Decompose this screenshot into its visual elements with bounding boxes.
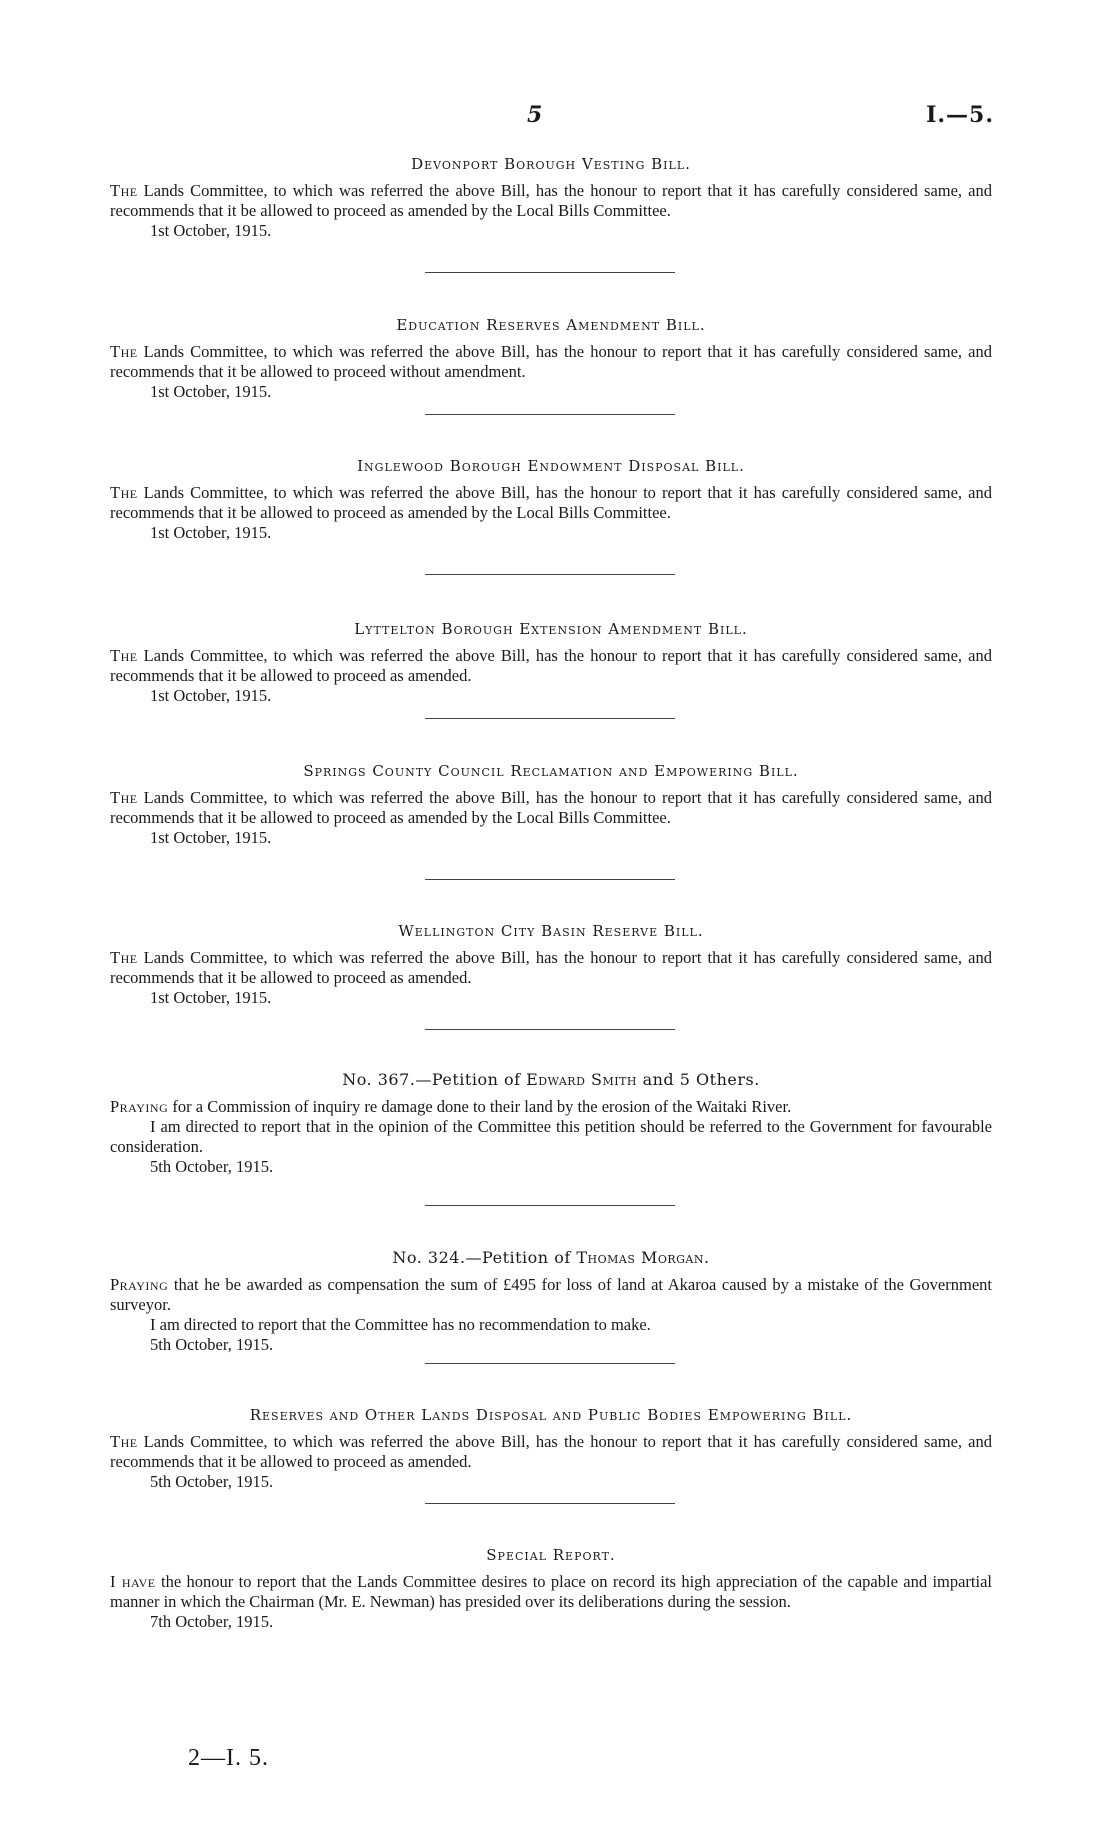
section-devonport <box>110 155 992 241</box>
section-heading: Reserves and Other Lands Disposal and Public Bodies Empowering Bill. <box>249 1406 853 1424</box>
body-text: Lands Committee, to which was referred the above Bill, has the honour to report that it has carefully considered same, and recommends that it be allowed to proceed as amended by the Local Bills Committee. <box>110 181 992 220</box>
divider <box>425 879 675 880</box>
petition-report: I am directed to report that the Committee has no recommendation to make. <box>150 1315 651 1334</box>
section-heading: Wellington City Basin Reserve Bill. <box>398 922 704 940</box>
section-date: 1st October, 1915. <box>150 988 272 1007</box>
section-body <box>110 646 992 686</box>
lead-word: Praying <box>110 1275 169 1294</box>
section-heading: Springs County Council Reclamation and Empowering Bill. <box>303 762 799 780</box>
section-date: 5th October, 1915. <box>150 1472 274 1491</box>
lead-word: The <box>110 342 138 361</box>
divider <box>425 414 675 415</box>
section-date: 1st October, 1915. <box>150 686 272 705</box>
lead-word: The <box>110 948 138 967</box>
divider <box>425 1029 675 1030</box>
petitioner-name: Thomas Morgan. <box>576 1248 710 1267</box>
section-date: 1st October, 1915. <box>150 828 272 847</box>
petition-prayer <box>110 1097 992 1117</box>
body-text: Lands Committee, to which was referred the above Bill, has the honour to report that it has carefully considered same, and recommends that it be allowed to proceed as amended. <box>110 646 992 685</box>
lead-word: The <box>110 646 138 665</box>
body-text: Lands Committee, to which was referred the above Bill, has the honour to report that it has carefully considered same, and recommends that it be allowed to proceed as amended. <box>110 948 992 987</box>
section-body <box>110 1432 992 1472</box>
petition-report: I am directed to report that in the opinion of the Committee this petition should be referred to the Government for favourable consideration. <box>110 1117 992 1156</box>
divider <box>425 718 675 719</box>
divider <box>425 1205 675 1206</box>
section-heading: Lyttelton Borough Extension Amendment Bill. <box>354 620 748 638</box>
petition-number: No. 367.—Petition of <box>342 1070 527 1089</box>
section-special-report <box>110 1546 992 1632</box>
lead-word: The <box>110 483 138 502</box>
body-text: that he be awarded as compensation the sum of £495 for loss of land at Akaroa caused by a mistake of the Government surveyor. <box>110 1275 992 1314</box>
petition-heading <box>110 1070 992 1089</box>
section-body <box>110 483 992 523</box>
section-heading: Devonport Borough Vesting Bill. <box>411 155 691 173</box>
lead-word: Praying <box>110 1097 169 1116</box>
page-number: 5 <box>527 102 543 128</box>
section-body <box>110 181 992 221</box>
section-heading: Special Report. <box>486 1546 616 1564</box>
section-heading: Education Reserves Amendment Bill. <box>396 316 706 334</box>
body-text: Lands Committee, to which was referred the above Bill, has the honour to report that it has carefully considered same, and recommends that it be allowed to proceed as amended. <box>110 1432 992 1471</box>
section-date: 1st October, 1915. <box>150 523 272 542</box>
section-date: 1st October, 1915. <box>150 221 272 240</box>
body-text: the honour to report that the Lands Committee desires to place on record its high appreciation of the capable and impartial manner in which the Chairman (Mr. E. Newman) has presided over its deliberations during the session. <box>110 1572 993 1611</box>
divider <box>425 272 675 273</box>
section-body <box>110 948 992 988</box>
divider <box>425 574 675 575</box>
divider <box>425 1363 675 1364</box>
section-wellington <box>110 922 992 1008</box>
section-body <box>110 1572 992 1612</box>
section-body <box>110 342 992 382</box>
body-text: for a Commission of inquiry re damage done to their land by the erosion of the Waitaki River. <box>168 1097 792 1116</box>
section-lyttelton <box>110 620 992 706</box>
petition-number: No. 324.—Petition of <box>392 1248 577 1267</box>
lead-word: The <box>110 788 138 807</box>
lead-word: I have <box>110 1572 156 1591</box>
section-inglewood <box>110 457 992 543</box>
section-date: 7th October, 1915. <box>150 1612 274 1631</box>
petition-suffix: and 5 Others. <box>637 1070 760 1089</box>
body-text: Lands Committee, to which was referred the above Bill, has the honour to report that it has carefully considered same, and recommends that it be allowed to proceed as amended by the Local Bills Committee. <box>110 788 992 827</box>
section-date: 1st October, 1915. <box>150 382 272 401</box>
petition-date: 5th October, 1915. <box>150 1157 274 1176</box>
petition-prayer <box>110 1275 992 1315</box>
lead-word: The <box>110 181 138 200</box>
paper-reference: I.—5. <box>926 102 994 128</box>
petitioner-name: Edward Smith <box>526 1070 637 1089</box>
footer-code: 2—I. 5. <box>188 1745 269 1771</box>
section-petition-367 <box>110 1070 992 1177</box>
lead-word: The <box>110 1432 138 1451</box>
section-heading: Inglewood Borough Endowment Disposal Bill. <box>357 457 745 475</box>
section-reserves <box>110 1406 992 1492</box>
petition-date: 5th October, 1915. <box>150 1335 274 1354</box>
section-springs <box>110 762 992 848</box>
body-text: Lands Committee, to which was referred the above Bill, has the honour to report that it has carefully considered same, and recommends that it be allowed to proceed as amended by the Local Bills Committee. <box>110 483 992 522</box>
section-petition-324 <box>110 1248 992 1355</box>
body-text: Lands Committee, to which was referred the above Bill, has the honour to report that it has carefully considered same, and recommends that it be allowed to proceed without amendment. <box>110 342 992 381</box>
section-body <box>110 788 992 828</box>
petition-heading <box>110 1248 992 1267</box>
divider <box>425 1503 675 1504</box>
section-education <box>110 316 992 402</box>
